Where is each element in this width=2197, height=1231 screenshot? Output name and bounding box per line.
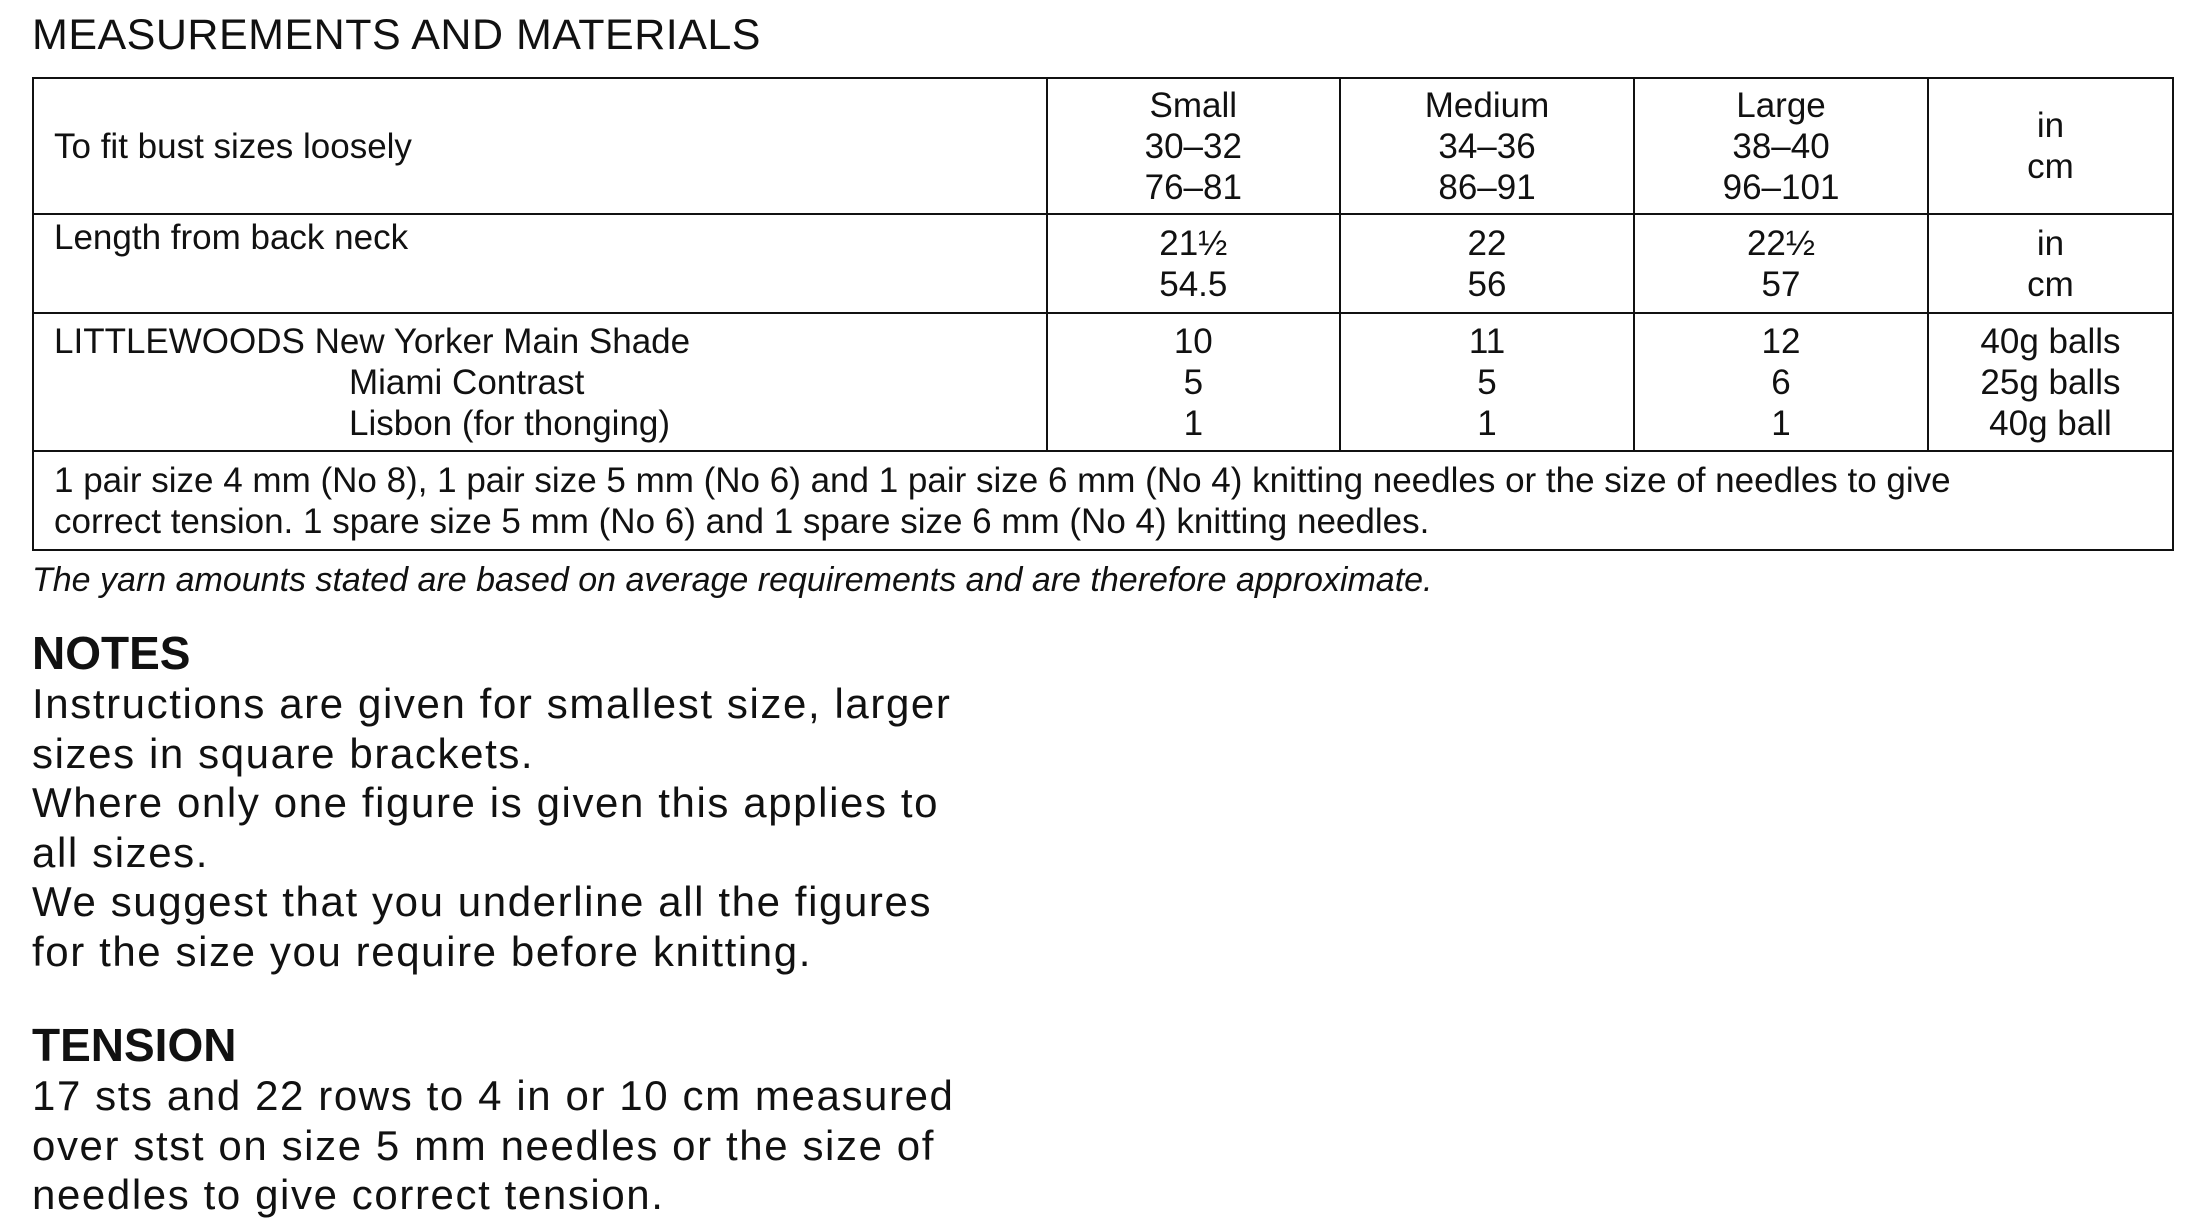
bust-units	[1928, 78, 2173, 214]
yarn-main-unit: 40g balls	[1980, 321, 2121, 361]
table-row-bust	[33, 78, 2173, 214]
notes-line: Where only one figure is given this applies to	[32, 779, 940, 826]
bust-small-cm: 76–81	[1144, 167, 1242, 207]
bust-medium-in: 34–36	[1438, 126, 1536, 166]
length-medium-in: 22	[1467, 223, 1507, 263]
table-row-length	[33, 214, 2173, 313]
length-medium-cm: 56	[1467, 264, 1507, 304]
needles-line-2: correct tension. 1 spare size 5 mm (No 6) and 1 spare size 6 mm (No 4) knitting needles.	[54, 501, 1430, 541]
yarn-thonging-unit: 40g ball	[1989, 403, 2112, 443]
notes-line: for the size you require before knitting.	[32, 927, 812, 975]
size-large-bust	[1634, 78, 1928, 214]
tension-line: 17 sts and 22 rows to 4 in or 10 cm measured	[32, 1072, 955, 1119]
yarn-amounts-note: The yarn amounts stated are based on average requirements and are therefore approximate.	[32, 561, 1433, 599]
bust-label: To fit bust sizes loosely	[33, 78, 1047, 214]
bust-small-in: 30–32	[1144, 126, 1242, 166]
bust-medium-cm: 86–91	[1438, 167, 1536, 207]
measurements-table	[32, 77, 2174, 551]
yarn-thonging-large: 1	[1771, 403, 1791, 443]
yarn-thonging-medium: 1	[1477, 403, 1497, 443]
length-large-cm: 57	[1761, 264, 1801, 304]
yarn-units	[1928, 313, 2173, 451]
unit-cm: cm	[2027, 264, 2074, 304]
yarn-contrast-unit: 25g balls	[1980, 362, 2121, 402]
bust-large-in: 38–40	[1732, 126, 1830, 166]
yarn-contrast-small: 5	[1183, 362, 1204, 402]
length-small	[1047, 214, 1340, 313]
size-medium-bust	[1340, 78, 1634, 214]
needles-cell	[33, 451, 2173, 550]
notes-line: Instructions are given for smallest size, larger	[32, 680, 952, 727]
yarn-labels	[33, 313, 1047, 451]
tension-title: TENSION	[32, 1019, 237, 1071]
page-heading: MEASUREMENTS AND MATERIALS	[32, 11, 761, 59]
yarn-small	[1047, 313, 1340, 451]
length-small-in: 21½	[1159, 223, 1228, 263]
yarn-main-large: 12	[1761, 321, 1801, 361]
length-label: Length from back neck	[33, 214, 1047, 313]
yarn-main-small: 10	[1173, 321, 1213, 361]
notes-body	[32, 679, 951, 976]
needles-line-1: 1 pair size 4 mm (No 8), 1 pair size 5 mm (No 6) and 1 pair size 6 mm (No 4) knitting needles or the size of needles to give	[54, 460, 1951, 500]
unit-in: in	[2036, 223, 2065, 263]
length-medium	[1340, 214, 1634, 313]
notes-line: all sizes.	[32, 828, 210, 876]
yarn-thonging-small: 1	[1183, 403, 1204, 443]
notes-title: NOTES	[32, 627, 191, 679]
yarn-contrast-large: 6	[1771, 362, 1791, 402]
length-large	[1634, 214, 1928, 313]
size-name-small: Small	[1149, 85, 1238, 125]
tension-line: needles to give correct tension.	[32, 1171, 665, 1218]
yarn-large	[1634, 313, 1928, 451]
size-small-bust	[1047, 78, 1340, 214]
length-small-cm: 54.5	[1159, 264, 1228, 304]
yarn-main-label: LITTLEWOODS New Yorker Main Shade	[54, 321, 691, 361]
tension-body	[32, 1071, 955, 1220]
yarn-contrast-medium: 5	[1477, 362, 1497, 402]
size-name-medium: Medium	[1424, 85, 1550, 125]
unit-cm: cm	[2027, 147, 2074, 186]
length-units	[1928, 214, 2173, 313]
yarn-contrast-label: Miami Contrast	[349, 362, 585, 402]
tension-line: over stst on size 5 mm needles or the size of	[32, 1121, 936, 1169]
bust-large-cm: 96–101	[1722, 167, 1840, 207]
table-row-needles	[33, 451, 2173, 550]
size-name-large: Large	[1736, 85, 1826, 125]
length-large-in: 22½	[1746, 223, 1816, 263]
yarn-medium	[1340, 313, 1634, 451]
notes-line: sizes in square brackets.	[32, 729, 535, 777]
yarn-thonging-label: Lisbon (for thonging)	[349, 403, 671, 443]
notes-line: We suggest that you underline all the figures	[32, 878, 933, 925]
unit-in: in	[2036, 106, 2065, 145]
table-row-yarns	[33, 313, 2173, 451]
yarn-main-medium: 11	[1468, 321, 1506, 361]
